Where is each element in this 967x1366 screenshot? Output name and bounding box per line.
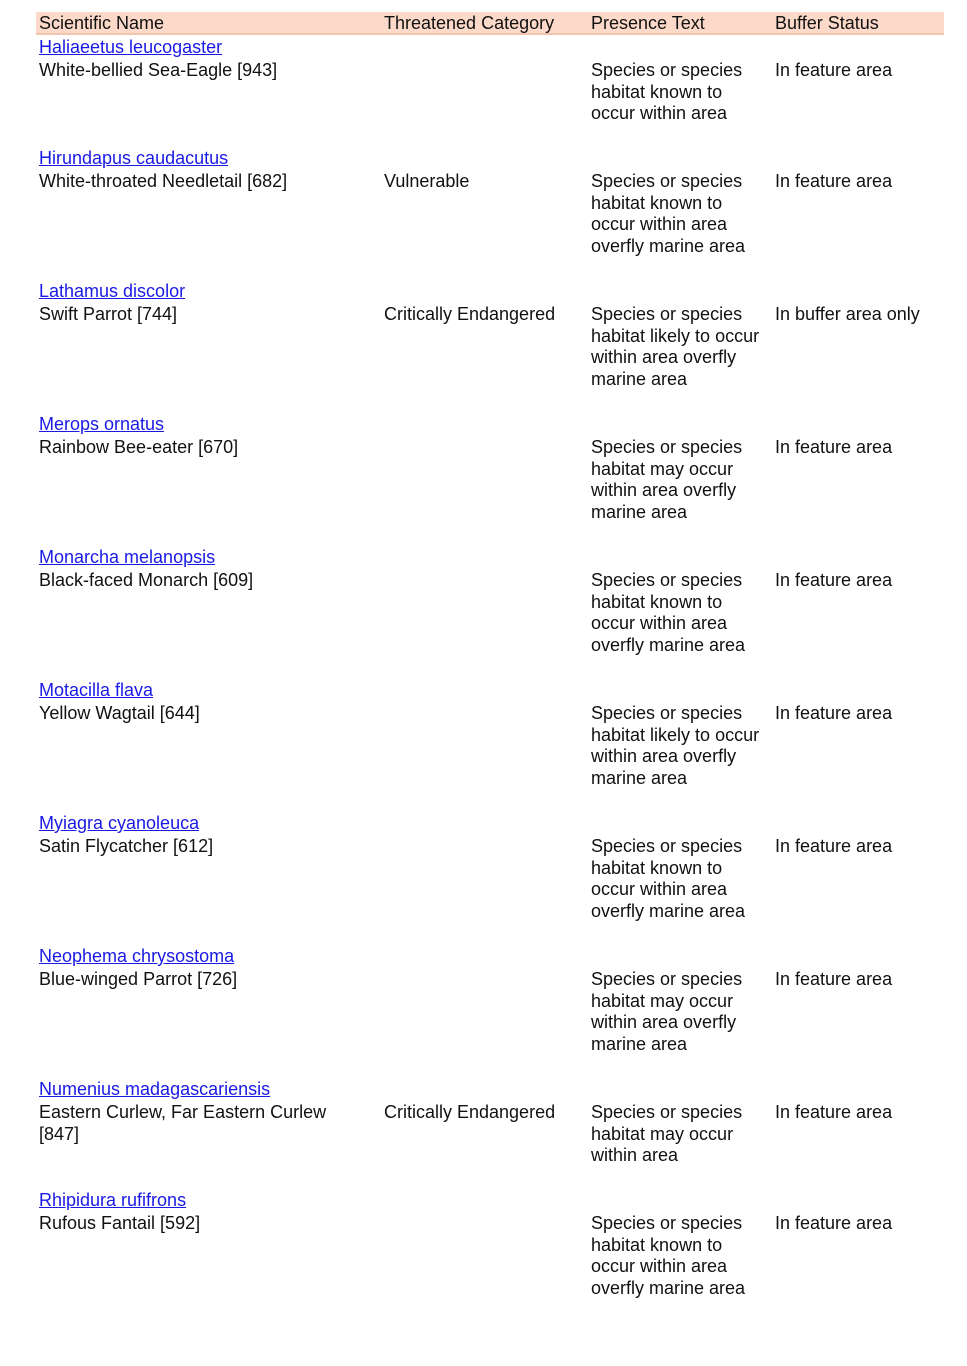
scientific-name-link[interactable]: Motacilla flava bbox=[39, 680, 154, 700]
presence-text: Species or species habitat likely to occur within area overfly marine area bbox=[591, 703, 760, 788]
presence-text: Species or species habitat likely to occur within area overfly marine area bbox=[591, 304, 760, 389]
scientific-name-link[interactable]: Merops ornatus bbox=[39, 414, 165, 434]
buffer-status: In feature area bbox=[775, 171, 893, 191]
common-name: Swift Parrot [744] bbox=[39, 304, 178, 324]
common-name: Yellow Wagtail [644] bbox=[39, 703, 200, 723]
presence-text: Species or species habitat may occur within area overfly marine area bbox=[591, 437, 743, 522]
common-name: Black-faced Monarch [609] bbox=[39, 570, 254, 590]
scientific-name-link[interactable]: Lathamus discolor bbox=[39, 281, 186, 301]
species-row bbox=[39, 1078, 944, 1189]
species-row bbox=[39, 679, 944, 812]
presence-text: Species or species habitat known to occur within area overfly marine area bbox=[591, 171, 746, 256]
scientific-name-link[interactable]: Monarcha melanopsis bbox=[39, 547, 216, 567]
species-row bbox=[39, 945, 944, 1078]
presence-text: Species or species habitat known to occur within area overfly marine area bbox=[591, 570, 746, 655]
scientific-name-link[interactable]: Numenius madagascariensis bbox=[39, 1079, 271, 1099]
presence-text: Species or species habitat known to occur within area overfly marine area bbox=[591, 1213, 746, 1298]
common-name: White-bellied Sea-Eagle [943] bbox=[39, 60, 278, 80]
species-row bbox=[39, 36, 944, 147]
common-name: Rufous Fantail [592] bbox=[39, 1213, 201, 1233]
table-header-row bbox=[36, 12, 944, 35]
header-scientific-name: Scientific Name bbox=[39, 13, 165, 33]
buffer-status: In feature area bbox=[775, 570, 893, 590]
species-row bbox=[39, 546, 944, 679]
threatened-category: Critically Endangered bbox=[384, 1102, 556, 1122]
presence-text: Species or species habitat known to occur within area overfly marine area bbox=[591, 836, 746, 921]
common-name: Blue-winged Parrot [726] bbox=[39, 969, 238, 989]
threatened-category: Vulnerable bbox=[384, 171, 470, 191]
header-threatened-category: Threatened Category bbox=[384, 13, 555, 33]
presence-text: Species or species habitat may occur within area overfly marine area bbox=[591, 969, 743, 1054]
common-name: Rainbow Bee-eater [670] bbox=[39, 437, 239, 457]
scientific-name-link[interactable]: Rhipidura rufifrons bbox=[39, 1190, 187, 1210]
presence-text: Species or species habitat may occur within area bbox=[591, 1102, 743, 1165]
scientific-name-link[interactable]: Haliaeetus leucogaster bbox=[39, 37, 223, 57]
presence-text: Species or species habitat known to occur within area bbox=[591, 60, 743, 123]
common-name: Eastern Curlew, Far Eastern Curlew [847] bbox=[39, 1102, 327, 1144]
species-list bbox=[39, 36, 944, 1322]
species-row bbox=[39, 1189, 944, 1322]
common-name: White-throated Needletail [682] bbox=[39, 171, 288, 191]
buffer-status: In feature area bbox=[775, 703, 893, 723]
buffer-status: In buffer area only bbox=[775, 304, 920, 324]
header-buffer-status: Buffer Status bbox=[775, 13, 879, 33]
buffer-status: In feature area bbox=[775, 437, 893, 457]
species-row bbox=[39, 147, 944, 280]
buffer-status: In feature area bbox=[775, 969, 893, 989]
scientific-name-link[interactable]: Myiagra cyanoleuca bbox=[39, 813, 200, 833]
threatened-category: Critically Endangered bbox=[384, 304, 556, 324]
buffer-status: In feature area bbox=[775, 60, 893, 80]
scientific-name-link[interactable]: Hirundapus caudacutus bbox=[39, 148, 229, 168]
scientific-name-link[interactable]: Neophema chrysostoma bbox=[39, 946, 235, 966]
species-row bbox=[39, 413, 944, 546]
buffer-status: In feature area bbox=[775, 836, 893, 856]
species-row bbox=[39, 812, 944, 945]
species-row bbox=[39, 280, 944, 413]
buffer-status: In feature area bbox=[775, 1102, 893, 1122]
header-presence-text: Presence Text bbox=[591, 13, 705, 33]
buffer-status: In feature area bbox=[775, 1213, 893, 1233]
common-name: Satin Flycatcher [612] bbox=[39, 836, 214, 856]
